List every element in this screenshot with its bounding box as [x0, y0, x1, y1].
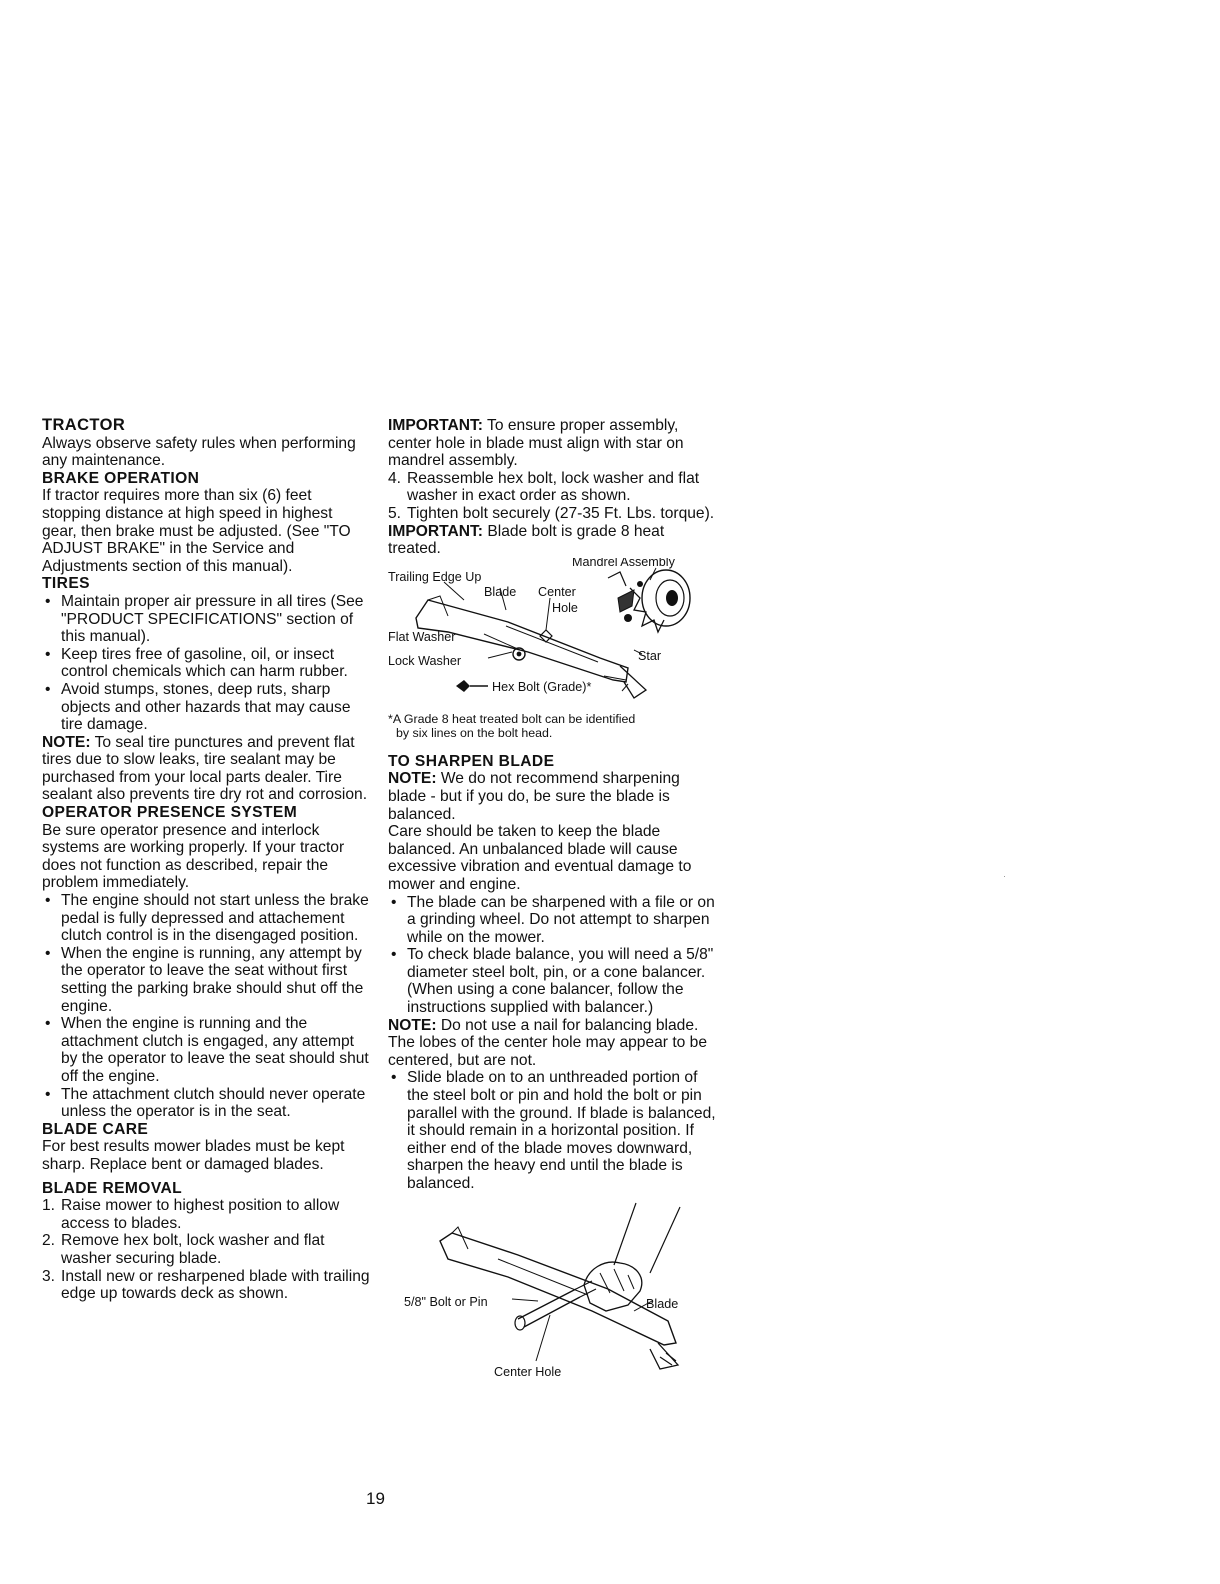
- blade-balance-illustration: [388, 1193, 718, 1389]
- note-label: NOTE:: [42, 733, 91, 751]
- right-column: [388, 417, 718, 1389]
- list-item: • When the engine is running and the attachment clutch is engaged, any attempt by the operator to leave the seat should shut off the engine.: [42, 1015, 370, 1085]
- footnote-line: *A Grade 8 heat treated bolt can be identified: [388, 711, 636, 726]
- operator-presence-list: [42, 892, 370, 1121]
- left-column: [42, 417, 370, 1303]
- step-number: 5.: [388, 504, 402, 522]
- list-item: • Keep tires free of gasoline, oil, or insect control chemicals which can harm rubber.: [42, 646, 370, 681]
- step-number: 1.: [42, 1197, 56, 1215]
- sharpen-blade-heading: TO SHARPEN BLADE: [388, 752, 555, 770]
- trailing-edge-up-label: Trailing Edge Up: [388, 569, 482, 584]
- hole-label: Hole: [552, 600, 578, 615]
- center-hole-label: Center Hole: [494, 1364, 562, 1379]
- list-item: • The engine should not start unless the brake pedal is fully depressed and attachement clutch control is in the disengaged position.: [42, 892, 370, 945]
- list-item: [42, 1268, 370, 1303]
- tires-heading: TIRES: [42, 575, 90, 593]
- pin-shape: [518, 1289, 580, 1327]
- list-item: • The blade can be sharpened with a file or on a grinding wheel. Do not attempt to sharpen while on the mower.: [388, 894, 718, 947]
- nail-note: [388, 1017, 718, 1070]
- brake-operation-heading: BRAKE OPERATION: [42, 469, 200, 487]
- blade-label: Blade: [484, 584, 517, 599]
- step-number: 2.: [42, 1232, 56, 1250]
- blade-care-text: For best results mower blades must be kept sharp. Replace bent or damaged blades.: [42, 1138, 345, 1173]
- mandrel-assembly-shape: [608, 570, 690, 632]
- list-item: • Slide blade on to an unthreaded portion of the steel bolt or pin and hold the bolt or pin parallel with the ground. If blade is balanced, it should remain in a horizontal position. If either end of the blade moves downward, sharpen the heavy end until the blade is balanced.: [388, 1069, 718, 1192]
- note-label: NOTE:: [388, 770, 437, 788]
- tractor-intro: Always observe safety rules when performing any maintenance.: [42, 434, 356, 470]
- hex-bolt-shape: [456, 680, 470, 692]
- note-label: NOTE:: [388, 1016, 437, 1034]
- blade-assembly-illustration: [388, 558, 718, 710]
- operator-presence-heading: OPERATOR PRESENCE SYSTEM: [42, 804, 298, 822]
- tires-list: [42, 593, 370, 734]
- list-item: [42, 1197, 370, 1232]
- sharpen-note-text: We do not recommend sharpening blade - but if you do, be sure the blade is balanced.: [388, 770, 680, 823]
- list-item: • To check blade balance, you will need a 5/8" diameter steel bolt, pin, or a cone balancer. (When using a cone balancer, follow the instructions supplied with balancer.): [388, 946, 718, 1016]
- mandrel-assembly-label: Mandrel Assembly: [572, 557, 675, 569]
- blade-care-heading: BLADE CARE: [42, 1120, 149, 1138]
- tires-note-text: To seal tire punctures and prevent flat tires due to slow leaks, tire sealant may be purchased from your local parts dealer. Tire sealant also prevents tire dry rot and corrosion.: [42, 733, 368, 804]
- important-assembly-text: To ensure proper assembly, center hole in blade must align with star on mandrel assembly.: [388, 417, 684, 470]
- list-item: • Maintain proper air pressure in all tires (See "PRODUCT SPECIFICATIONS" section of this manual).: [42, 593, 370, 646]
- important-bolt-grade: [388, 523, 718, 558]
- blade-label: Blade: [646, 1296, 679, 1311]
- blade-assembly-figure: [388, 558, 718, 710]
- operator-presence-text: Be sure operator presence and interlock systems are working properly. If your tractor does not function as described, repair the problem immediately.: [42, 821, 345, 892]
- sharpen-note: [388, 770, 718, 823]
- blade-removal-steps: [42, 1197, 370, 1303]
- brake-operation-text: If tractor requires more than six (6) feet stopping distance at high speed in highest gear, then brake must be adjusted. (See "TO ADJUST BRAKE" in the Service and Adjustments section of this manual).: [42, 487, 351, 575]
- step-text: Raise mower to highest position to allow access to blades.: [61, 1197, 340, 1232]
- sharpen-list: [388, 894, 718, 1017]
- list-item: [388, 505, 718, 523]
- list-item: • When the engine is running, any attempt by the operator to leave the seat without first setting the parking brake should shut off the engine.: [42, 945, 370, 1015]
- step-text: Tighten bolt securely (27-35 Ft. Lbs. torque).: [407, 504, 715, 522]
- list-item: • Avoid stumps, stones, deep ruts, sharp objects and other hazards that may cause tire damage.: [42, 681, 370, 734]
- step-text: Remove hex bolt, lock washer and flat washer securing blade.: [61, 1232, 325, 1267]
- list-item: • The attachment clutch should never operate unless the operator is in the seat.: [42, 1086, 370, 1121]
- bolt-or-pin-label: 5/8" Bolt or Pin: [404, 1294, 488, 1309]
- star-label: Star: [638, 648, 662, 663]
- important-label: IMPORTANT:: [388, 522, 483, 540]
- nail-note-text: Do not use a nail for balancing blade. The lobes of the center hole may appear to be centered, but are not.: [388, 1016, 708, 1069]
- blade-removal-heading: BLADE REMOVAL: [42, 1179, 183, 1197]
- list-item: [388, 470, 718, 505]
- blade-balance-figure: [388, 1193, 718, 1389]
- scan-speck: [1004, 876, 1005, 877]
- important-bolt-text: Blade bolt is grade 8 heat treated.: [388, 522, 665, 558]
- list-item: [42, 1232, 370, 1267]
- grade-footnote: [388, 712, 718, 741]
- center-label: Center: [538, 584, 576, 599]
- balance-list: [388, 1069, 718, 1192]
- reassembly-steps: [388, 470, 718, 523]
- tractor-heading: TRACTOR: [42, 416, 126, 434]
- lock-washer-label: Lock Washer: [388, 653, 462, 668]
- step-text: Reassemble hex bolt, lock washer and flat washer in exact order as shown.: [407, 469, 700, 505]
- step-number: 4.: [388, 469, 402, 487]
- step-text: Install new or resharpened blade with trailing edge up towards deck as shown.: [61, 1267, 370, 1303]
- flat-washer-label: Flat Washer: [388, 629, 456, 644]
- page-number: 19: [366, 1489, 385, 1508]
- footnote-line: by six lines on the bolt head.: [396, 726, 553, 741]
- tires-note: [42, 734, 370, 804]
- important-assembly: [388, 417, 718, 470]
- important-label: IMPORTANT:: [388, 417, 483, 434]
- step-number: 3.: [42, 1267, 56, 1285]
- sharpen-text: Care should be taken to keep the blade balanced. An unbalanced blade will cause excessive vibration and eventual damage to mower and engine.: [388, 823, 692, 893]
- hex-bolt-label: Hex Bolt (Grade)*: [492, 679, 592, 694]
